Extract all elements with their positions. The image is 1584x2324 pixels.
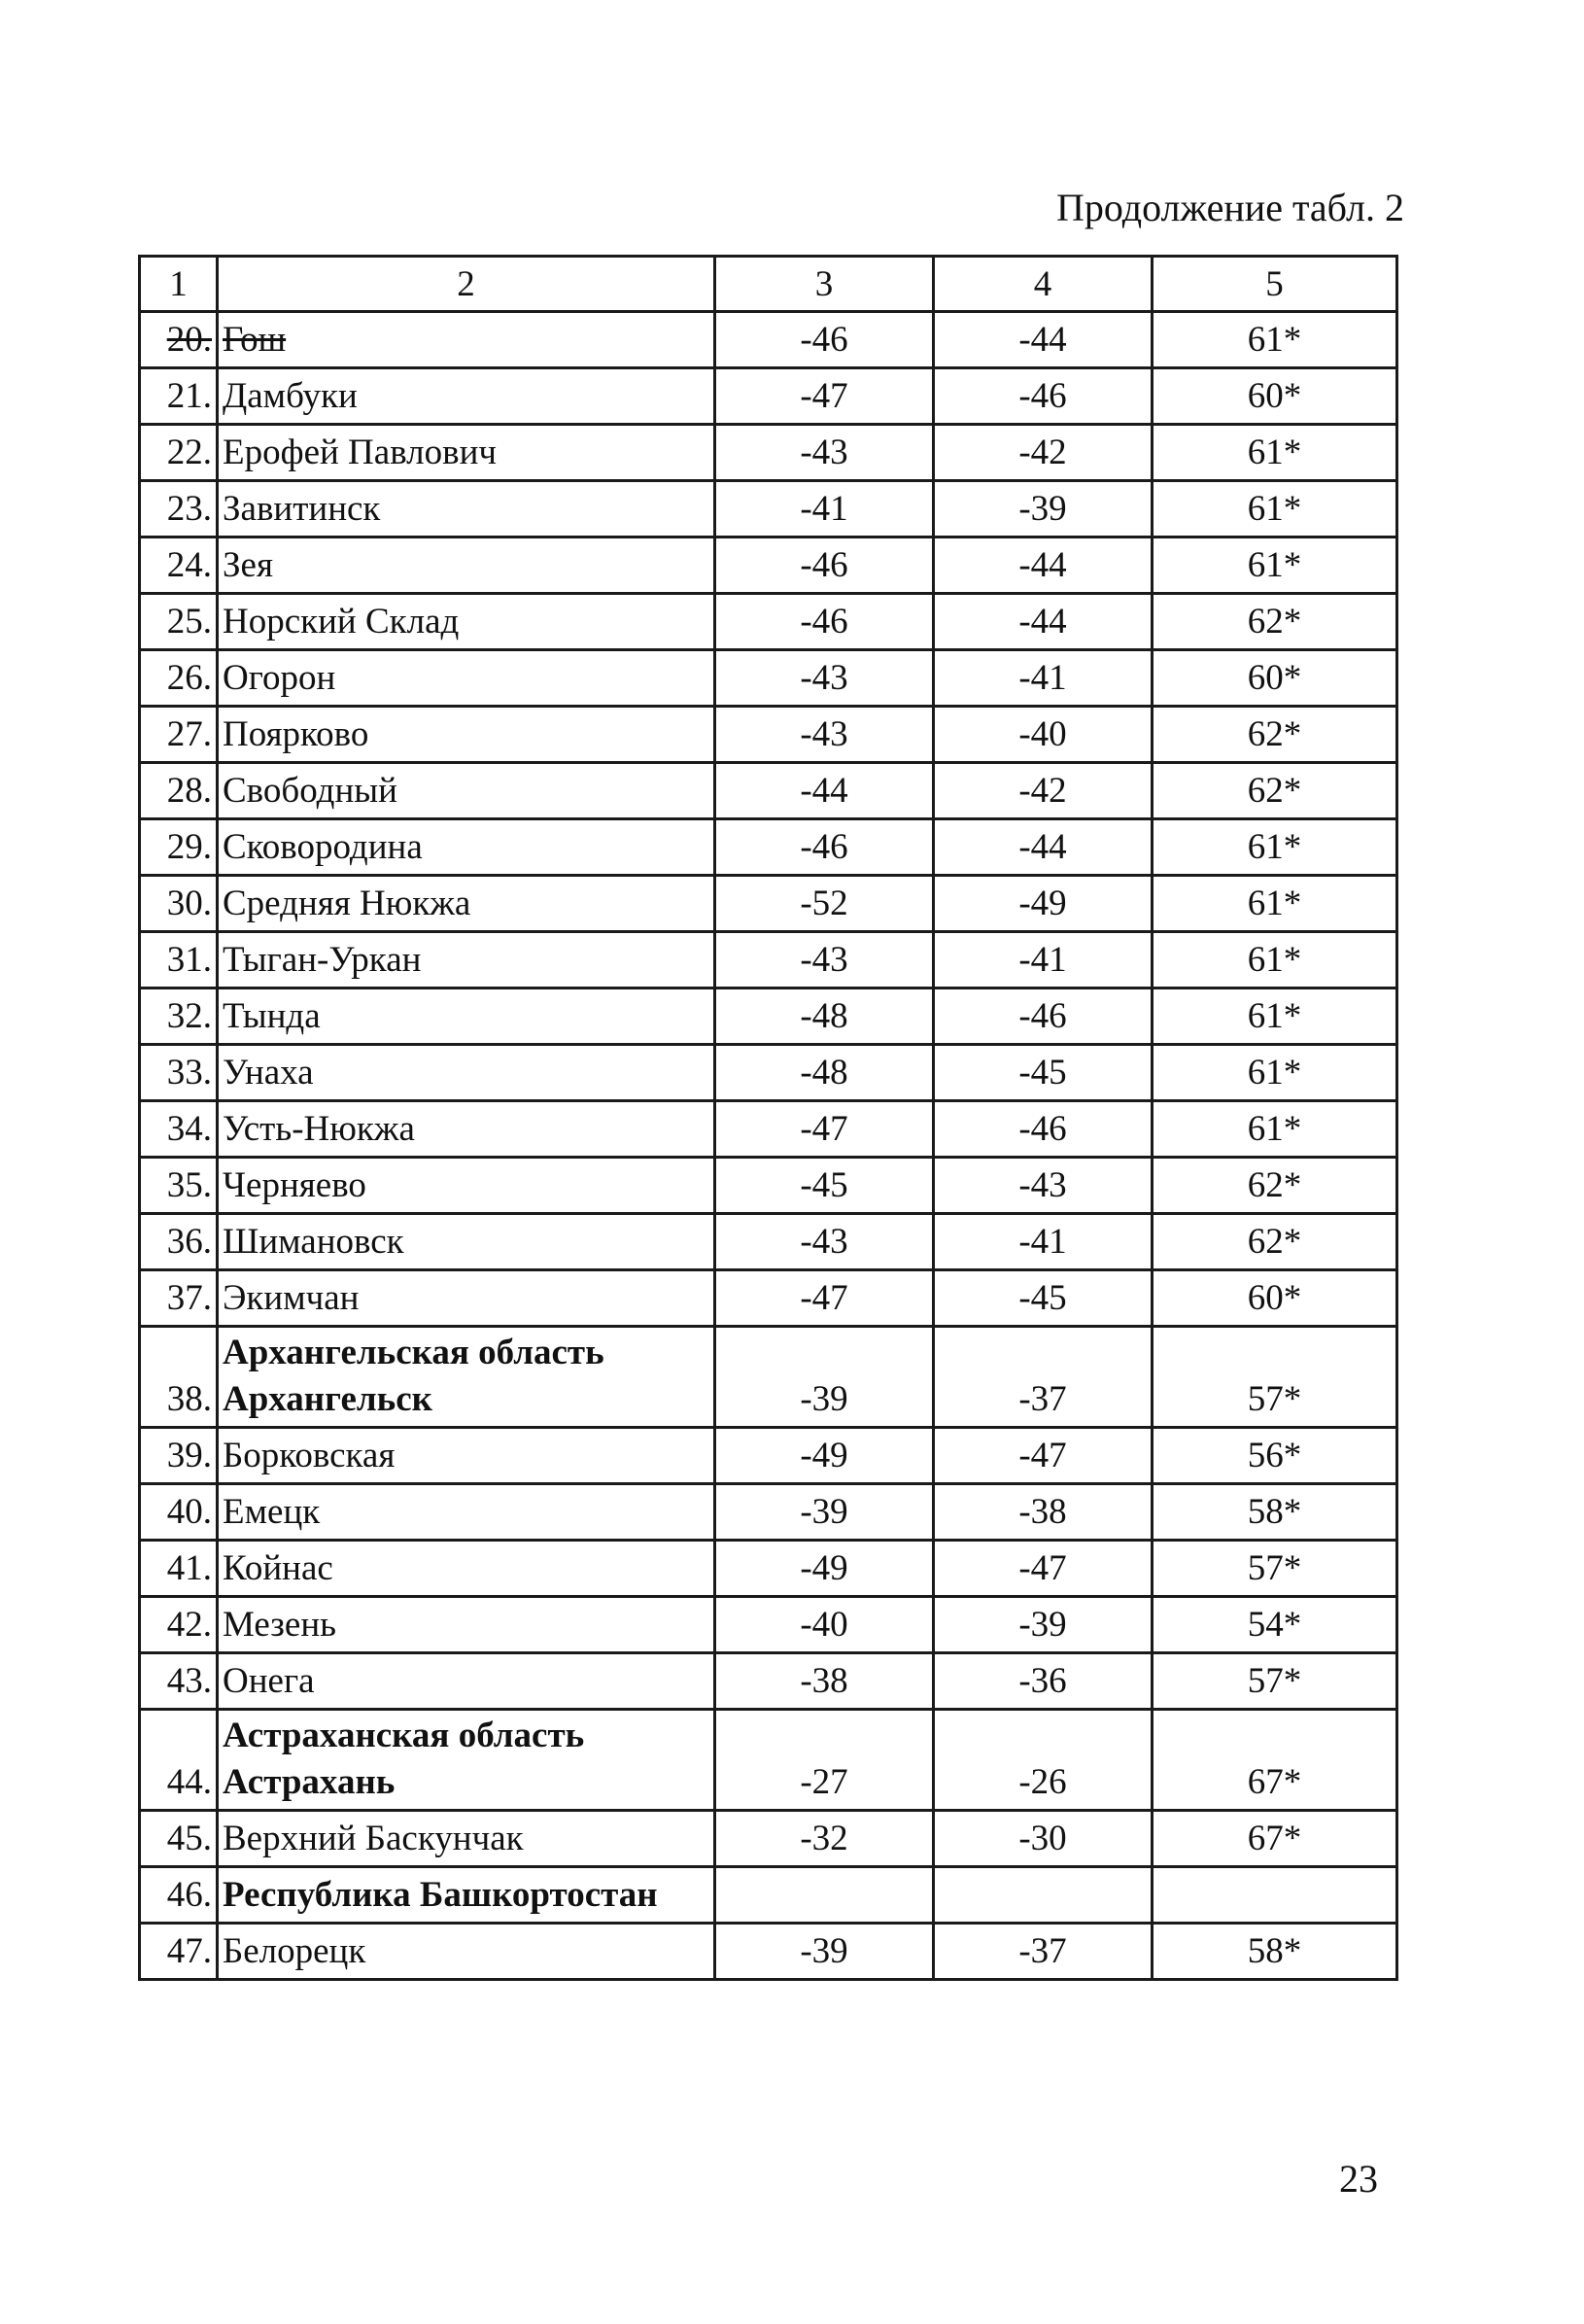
station-name: Сковородина (223, 827, 423, 867)
station-name: Архангельск (223, 1379, 432, 1419)
value-col3-cell: -49 (715, 1541, 934, 1597)
row-number-cell: 27. (140, 707, 218, 763)
page-number: 23 (1339, 2157, 1378, 2201)
value-col5-cell: 67* (1153, 1710, 1397, 1811)
value-col5-cell: 57* (1153, 1541, 1397, 1597)
value-col3-cell: -46 (715, 312, 934, 368)
station-name: Экимчан (223, 1278, 360, 1318)
station-name: Емецк (223, 1492, 321, 1532)
station-name: Койнас (223, 1548, 333, 1588)
row-number-cell: 20. (140, 312, 218, 368)
value-col4-cell: -45 (934, 1045, 1153, 1101)
station-name-cell (218, 1653, 715, 1710)
value-col4-cell: -47 (934, 1541, 1153, 1597)
value-col3-cell: -39 (715, 1327, 934, 1428)
value-col5-cell: 62* (1153, 707, 1397, 763)
value-col3-cell: -41 (715, 481, 934, 538)
row-number-cell: 37. (140, 1270, 218, 1327)
row-number-cell: 21. (140, 368, 218, 425)
value-col4-cell: -43 (934, 1158, 1153, 1214)
table-row (140, 1597, 1397, 1653)
value-col4-cell: -41 (934, 650, 1153, 707)
station-name-cell (218, 1327, 715, 1428)
station-name: Астрахань (223, 1762, 396, 1802)
station-name: Тында (223, 996, 321, 1036)
station-name: Республика Башкортостан (223, 1875, 658, 1915)
table-row (140, 989, 1397, 1045)
station-name: Ерофей Павлович (223, 433, 498, 472)
table-row (140, 1428, 1397, 1484)
value-col3-cell: -52 (715, 876, 934, 932)
station-name-cell (218, 1045, 715, 1101)
value-col5-cell: 61* (1153, 481, 1397, 538)
value-col4-cell: -44 (934, 538, 1153, 594)
table-row (140, 1541, 1397, 1597)
station-name-cell (218, 1541, 715, 1597)
value-col3-cell: -39 (715, 1924, 934, 1980)
value-col4-cell: -44 (934, 819, 1153, 876)
row-number-cell: 42. (140, 1597, 218, 1653)
value-col3-cell: -47 (715, 1101, 934, 1158)
station-name: Тыган-Уркан (223, 940, 422, 980)
station-name: Усть-Нюкжа (223, 1109, 415, 1149)
station-name-cell (218, 763, 715, 819)
region-heading: Астраханская область (223, 1716, 585, 1755)
table-row (140, 1811, 1397, 1867)
station-name: Поярково (223, 714, 369, 754)
value-col4-cell: -38 (934, 1484, 1153, 1541)
row-number-cell: 36. (140, 1214, 218, 1270)
station-name-cell (218, 1158, 715, 1214)
header-cell: 4 (934, 257, 1153, 312)
station-name-cell (218, 1484, 715, 1541)
value-col5-cell: 60* (1153, 650, 1397, 707)
value-col3-cell: -47 (715, 368, 934, 425)
table-header-row (140, 257, 1397, 312)
value-col3-cell: -43 (715, 707, 934, 763)
value-col3-cell: -47 (715, 1270, 934, 1327)
value-col5-cell: 61* (1153, 425, 1397, 481)
table-row (140, 1270, 1397, 1327)
row-number-cell: 34. (140, 1101, 218, 1158)
value-col5-cell: 61* (1153, 876, 1397, 932)
value-col5-cell: 61* (1153, 312, 1397, 368)
value-col5-cell: 61* (1153, 819, 1397, 876)
station-name: Онега (223, 1661, 315, 1701)
value-col4-cell: -39 (934, 1597, 1153, 1653)
value-col3-cell: -46 (715, 538, 934, 594)
value-col5-cell: 67* (1153, 1811, 1397, 1867)
value-col3-cell: -40 (715, 1597, 934, 1653)
value-col5-cell: 62* (1153, 1214, 1397, 1270)
row-number-cell: 24. (140, 538, 218, 594)
table-row (140, 538, 1397, 594)
row-number-cell: 43. (140, 1653, 218, 1710)
station-name-cell (218, 538, 715, 594)
value-col4-cell: -47 (934, 1428, 1153, 1484)
table-row (140, 819, 1397, 876)
value-col4-cell: -44 (934, 312, 1153, 368)
station-name: Гош (223, 320, 287, 360)
value-col3-cell: -27 (715, 1710, 934, 1811)
row-number-cell: 22. (140, 425, 218, 481)
value-col3-cell: -48 (715, 1045, 934, 1101)
table-caption: Продолжение табл. 2 (1056, 186, 1404, 229)
row-number-cell: 31. (140, 932, 218, 989)
table-row (140, 932, 1397, 989)
row-number-cell: 45. (140, 1811, 218, 1867)
value-col5-cell: 61* (1153, 1101, 1397, 1158)
table-row-with-region (140, 1710, 1397, 1811)
station-name-cell (218, 425, 715, 481)
value-col4-cell: -30 (934, 1811, 1153, 1867)
table-row (140, 1045, 1397, 1101)
value-col4-cell (934, 1867, 1153, 1924)
station-name: Завитинск (223, 489, 381, 529)
row-number-cell: 44. (140, 1710, 218, 1811)
value-col5-cell: 62* (1153, 763, 1397, 819)
value-col4-cell: -41 (934, 1214, 1153, 1270)
table-row-with-region (140, 1327, 1397, 1428)
row-number-cell: 40. (140, 1484, 218, 1541)
table-row (140, 1484, 1397, 1541)
row-number-cell: 35. (140, 1158, 218, 1214)
table-row (140, 1653, 1397, 1710)
table-row (140, 1867, 1397, 1924)
header-cell: 5 (1153, 257, 1397, 312)
station-name-cell (218, 650, 715, 707)
table-row (140, 594, 1397, 650)
value-col4-cell: -45 (934, 1270, 1153, 1327)
value-col4-cell: -46 (934, 1101, 1153, 1158)
value-col5-cell: 57* (1153, 1327, 1397, 1428)
value-col4-cell: -46 (934, 368, 1153, 425)
value-col5-cell: 58* (1153, 1924, 1397, 1980)
table-row (140, 707, 1397, 763)
value-col5-cell: 62* (1153, 1158, 1397, 1214)
value-col5-cell: 61* (1153, 1045, 1397, 1101)
value-col5-cell: 57* (1153, 1653, 1397, 1710)
region-heading: Архангельская область (223, 1333, 604, 1372)
row-number-cell: 30. (140, 876, 218, 932)
value-col5-cell: 61* (1153, 932, 1397, 989)
value-col3-cell: -46 (715, 594, 934, 650)
station-name: Верхний Баскунчак (223, 1819, 524, 1858)
station-name-cell (218, 1924, 715, 1980)
value-col5-cell: 61* (1153, 989, 1397, 1045)
value-col3-cell: -45 (715, 1158, 934, 1214)
station-name: Дамбуки (223, 376, 358, 416)
station-name-cell (218, 1214, 715, 1270)
value-col5-cell: 61* (1153, 538, 1397, 594)
value-col3-cell: -44 (715, 763, 934, 819)
row-number-cell: 33. (140, 1045, 218, 1101)
station-name-cell (218, 1811, 715, 1867)
row-number-cell: 46. (140, 1867, 218, 1924)
value-col3-cell: -39 (715, 1484, 934, 1541)
station-name-cell (218, 368, 715, 425)
station-name: Норский Склад (223, 602, 460, 642)
value-col4-cell: -42 (934, 425, 1153, 481)
table-row (140, 1158, 1397, 1214)
value-col3-cell: -43 (715, 425, 934, 481)
value-col5-cell: 56* (1153, 1428, 1397, 1484)
header-cell: 1 (140, 257, 218, 312)
station-name: Белорецк (223, 1931, 366, 1971)
header-cell: 2 (218, 257, 715, 312)
station-name-cell (218, 1710, 715, 1811)
row-number-cell: 29. (140, 819, 218, 876)
station-name: Свободный (223, 771, 397, 811)
station-name-cell (218, 312, 715, 368)
row-number-cell: 39. (140, 1428, 218, 1484)
station-name-cell (218, 819, 715, 876)
value-col4-cell: -36 (934, 1653, 1153, 1710)
table-row (140, 425, 1397, 481)
value-col5-cell: 54* (1153, 1597, 1397, 1653)
row-number-cell: 28. (140, 763, 218, 819)
row-number-cell: 38. (140, 1327, 218, 1428)
row-number-cell: 32. (140, 989, 218, 1045)
station-name-cell (218, 932, 715, 989)
value-col3-cell: -43 (715, 1214, 934, 1270)
station-name-cell (218, 1867, 715, 1924)
value-col3-cell (715, 1867, 934, 1924)
station-name-cell (218, 1101, 715, 1158)
station-name: Шимановск (223, 1222, 404, 1262)
table-row (140, 876, 1397, 932)
value-col5-cell: 60* (1153, 1270, 1397, 1327)
value-col4-cell: -26 (934, 1710, 1153, 1811)
climate-table (138, 255, 1398, 1981)
value-col5-cell (1153, 1867, 1397, 1924)
row-number-cell: 41. (140, 1541, 218, 1597)
station-name: Средняя Нюкжа (223, 884, 471, 923)
value-col3-cell: -38 (715, 1653, 934, 1710)
station-name-cell (218, 876, 715, 932)
station-name: Черняево (223, 1165, 366, 1205)
station-name-cell (218, 707, 715, 763)
station-name-cell (218, 1270, 715, 1327)
table-row (140, 312, 1397, 368)
value-col4-cell: -44 (934, 594, 1153, 650)
value-col4-cell: -42 (934, 763, 1153, 819)
value-col3-cell: -43 (715, 650, 934, 707)
station-name-cell (218, 594, 715, 650)
header-cell: 3 (715, 257, 934, 312)
row-number-cell: 47. (140, 1924, 218, 1980)
table-body (140, 257, 1397, 1980)
station-name: Зея (223, 545, 273, 585)
row-number-cell: 25. (140, 594, 218, 650)
table-row (140, 1214, 1397, 1270)
station-name: Борковская (223, 1436, 396, 1475)
value-col4-cell: -41 (934, 932, 1153, 989)
station-name: Мезень (223, 1605, 336, 1645)
table-row (140, 763, 1397, 819)
value-col5-cell: 58* (1153, 1484, 1397, 1541)
value-col3-cell: -43 (715, 932, 934, 989)
station-name: Огорон (223, 658, 336, 698)
value-col3-cell: -49 (715, 1428, 934, 1484)
value-col4-cell: -46 (934, 989, 1153, 1045)
value-col4-cell: -40 (934, 707, 1153, 763)
table-row (140, 1924, 1397, 1980)
station-name-cell (218, 1428, 715, 1484)
value-col3-cell: -46 (715, 819, 934, 876)
table-row (140, 481, 1397, 538)
value-col3-cell: -32 (715, 1811, 934, 1867)
station-name-cell (218, 989, 715, 1045)
value-col4-cell: -37 (934, 1924, 1153, 1980)
table-row (140, 1101, 1397, 1158)
value-col4-cell: -37 (934, 1327, 1153, 1428)
row-number-cell: 26. (140, 650, 218, 707)
table-row (140, 368, 1397, 425)
value-col5-cell: 62* (1153, 594, 1397, 650)
value-col4-cell: -49 (934, 876, 1153, 932)
row-number-cell: 23. (140, 481, 218, 538)
station-name-cell (218, 481, 715, 538)
value-col5-cell: 60* (1153, 368, 1397, 425)
value-col3-cell: -48 (715, 989, 934, 1045)
station-name: Унаха (223, 1053, 314, 1093)
value-col4-cell: -39 (934, 481, 1153, 538)
station-name-cell (218, 1597, 715, 1653)
table-row (140, 650, 1397, 707)
